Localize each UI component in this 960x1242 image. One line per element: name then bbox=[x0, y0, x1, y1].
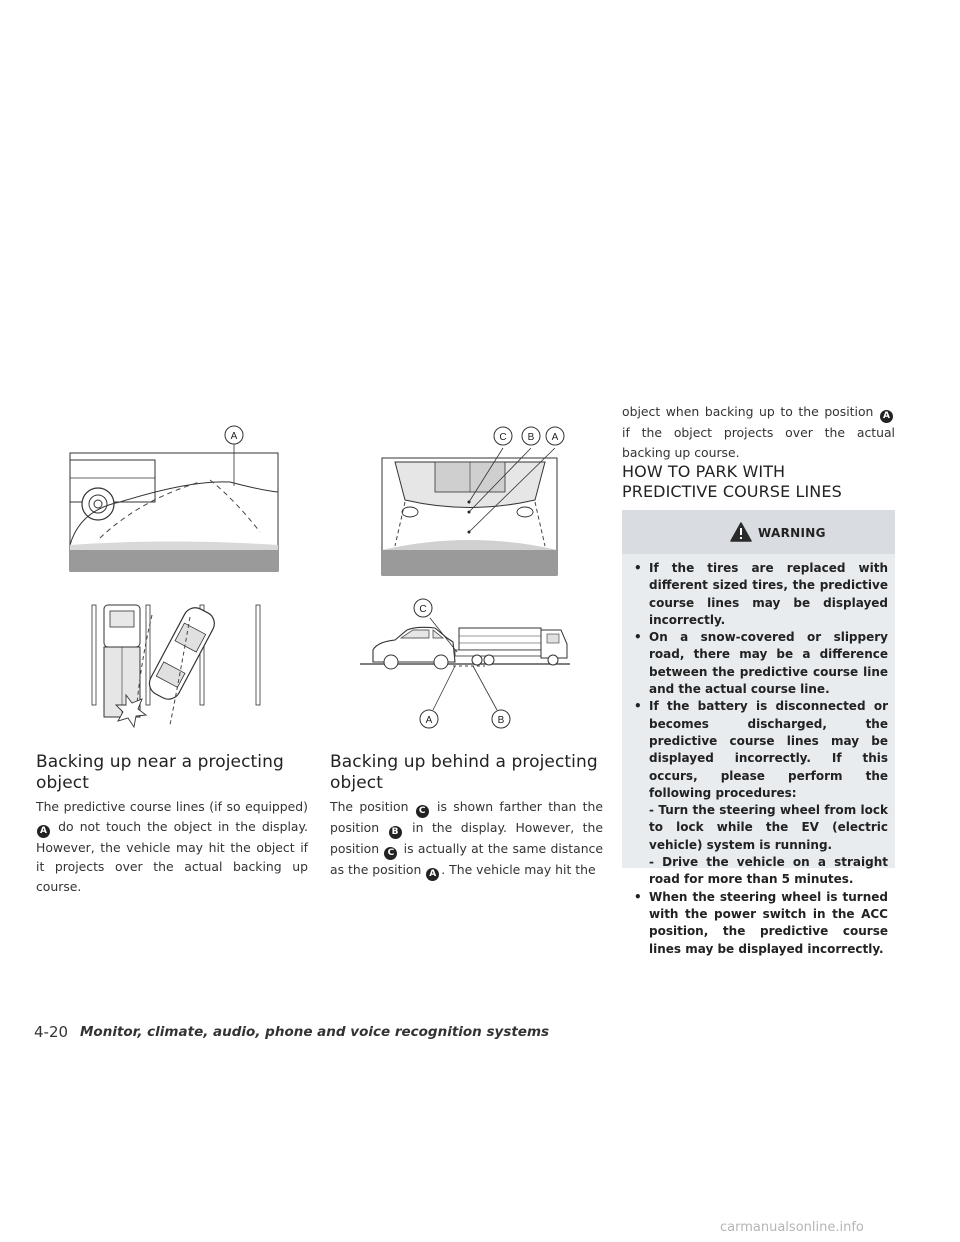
marker-c-badge: C bbox=[416, 805, 429, 818]
paragraph-text: is shown farther than the position bbox=[330, 799, 603, 835]
warning-item: • On a snow-covered or slippery road, there may be a difference between the predictive course line and the actual course line. bbox=[634, 630, 888, 697]
section-title-behind-object: Backing up behind a projecting object bbox=[330, 752, 598, 793]
warning-title: WARNING bbox=[758, 526, 826, 540]
paragraph-behind-object bbox=[330, 797, 603, 881]
paragraph-continued bbox=[622, 402, 895, 462]
warning-triangle-icon bbox=[730, 522, 752, 542]
section-title-projecting-object: Backing up near a projecting object bbox=[36, 752, 284, 793]
paragraph-text: . The vehicle may hit the bbox=[441, 862, 596, 877]
paragraph-text: is actually at the same distance as the position bbox=[330, 841, 603, 877]
callout-b-label: B bbox=[527, 432, 535, 443]
warning-item: • If the tires are replaced with different sized tires, the predictive course lines may be displayed incorrectly. bbox=[634, 561, 888, 627]
warning-box bbox=[622, 510, 895, 956]
warning-item: • If the battery is disconnected or becomes discharged, the predictive course lines may be displayed incorrectly. If this occurs, please perform the following procedures: - Turn the steering wheel from lock to lock while the EV (electric vehicle) system is running. - Drive the vehicle on a straight road for more than 5 minutes. bbox=[634, 699, 888, 887]
marker-a-badge: A bbox=[880, 410, 893, 423]
figure-top-down-parking bbox=[80, 595, 280, 735]
section-heading-predictive-course: HOW TO PARK WITH PREDICTIVE COURSE LINES bbox=[622, 462, 842, 501]
warning-item-text: If the battery is disconnected or becomes discharged, the predictive course lines may be displayed incorrectly. If this occurs, please perform the following procedures: - Turn the steering wheel from lock to lock while the EV (electric vehicle) system is running. - Drive the vehicle on a straight road for more than 5 minutes. bbox=[649, 699, 888, 887]
chapter-title: Monitor, climate, audio, phone and voice recognition systems bbox=[80, 1024, 550, 1040]
paragraph-text: if the object projects over the actual backing up course. bbox=[622, 425, 895, 460]
paragraph-text: object when backing up to the position bbox=[622, 404, 879, 419]
marker-c-badge: C bbox=[384, 847, 397, 860]
marker-a-badge: A bbox=[37, 825, 50, 838]
paragraph-text: do not touch the object in the display. However, the vehicle may hit the object if it projects over the actual backing up course. bbox=[36, 818, 308, 894]
paragraph-text: The predictive course lines (if so equipped) bbox=[36, 799, 308, 814]
paragraph-text: in the display. However, the position bbox=[330, 820, 603, 856]
callout-a-label: A bbox=[425, 715, 433, 726]
warning-item-text: On a snow-covered or slippery road, there may be a difference between the predictive course line and the actual course line. bbox=[649, 630, 888, 697]
callout-b-label: B bbox=[497, 715, 505, 726]
page-number: 4-20 bbox=[34, 1023, 69, 1041]
marker-b-badge: B bbox=[389, 826, 402, 839]
figure-side-view-car-truck bbox=[355, 590, 575, 730]
paragraph-text: The position bbox=[330, 799, 415, 814]
warning-item-text: If the tires are replaced with different sized tires, the predictive course lines may be displayed incorrectly. bbox=[649, 561, 888, 627]
callout-c-label: C bbox=[419, 604, 427, 615]
warning-item: • When the steering wheel is turned with the power switch in the ACC position, the predictive course lines may be displayed incorrectly. bbox=[634, 889, 888, 956]
watermark: carmanualsonline.info bbox=[720, 1220, 864, 1235]
paragraph-projecting-object bbox=[36, 797, 308, 896]
callout-a-label: A bbox=[230, 431, 238, 442]
marker-a-badge: A bbox=[426, 868, 439, 881]
figure-rear-view-projecting-object bbox=[60, 420, 290, 580]
callout-c-label: C bbox=[499, 432, 507, 443]
callout-a-label: A bbox=[551, 432, 559, 443]
warning-item-text: When the steering wheel is turned with the power switch in the ACC position, the predictive course lines may be displayed incorrectly. bbox=[649, 889, 888, 956]
warning-list bbox=[622, 560, 895, 958]
warning-header bbox=[622, 510, 895, 554]
figure-rear-view-behind-object bbox=[375, 420, 575, 580]
